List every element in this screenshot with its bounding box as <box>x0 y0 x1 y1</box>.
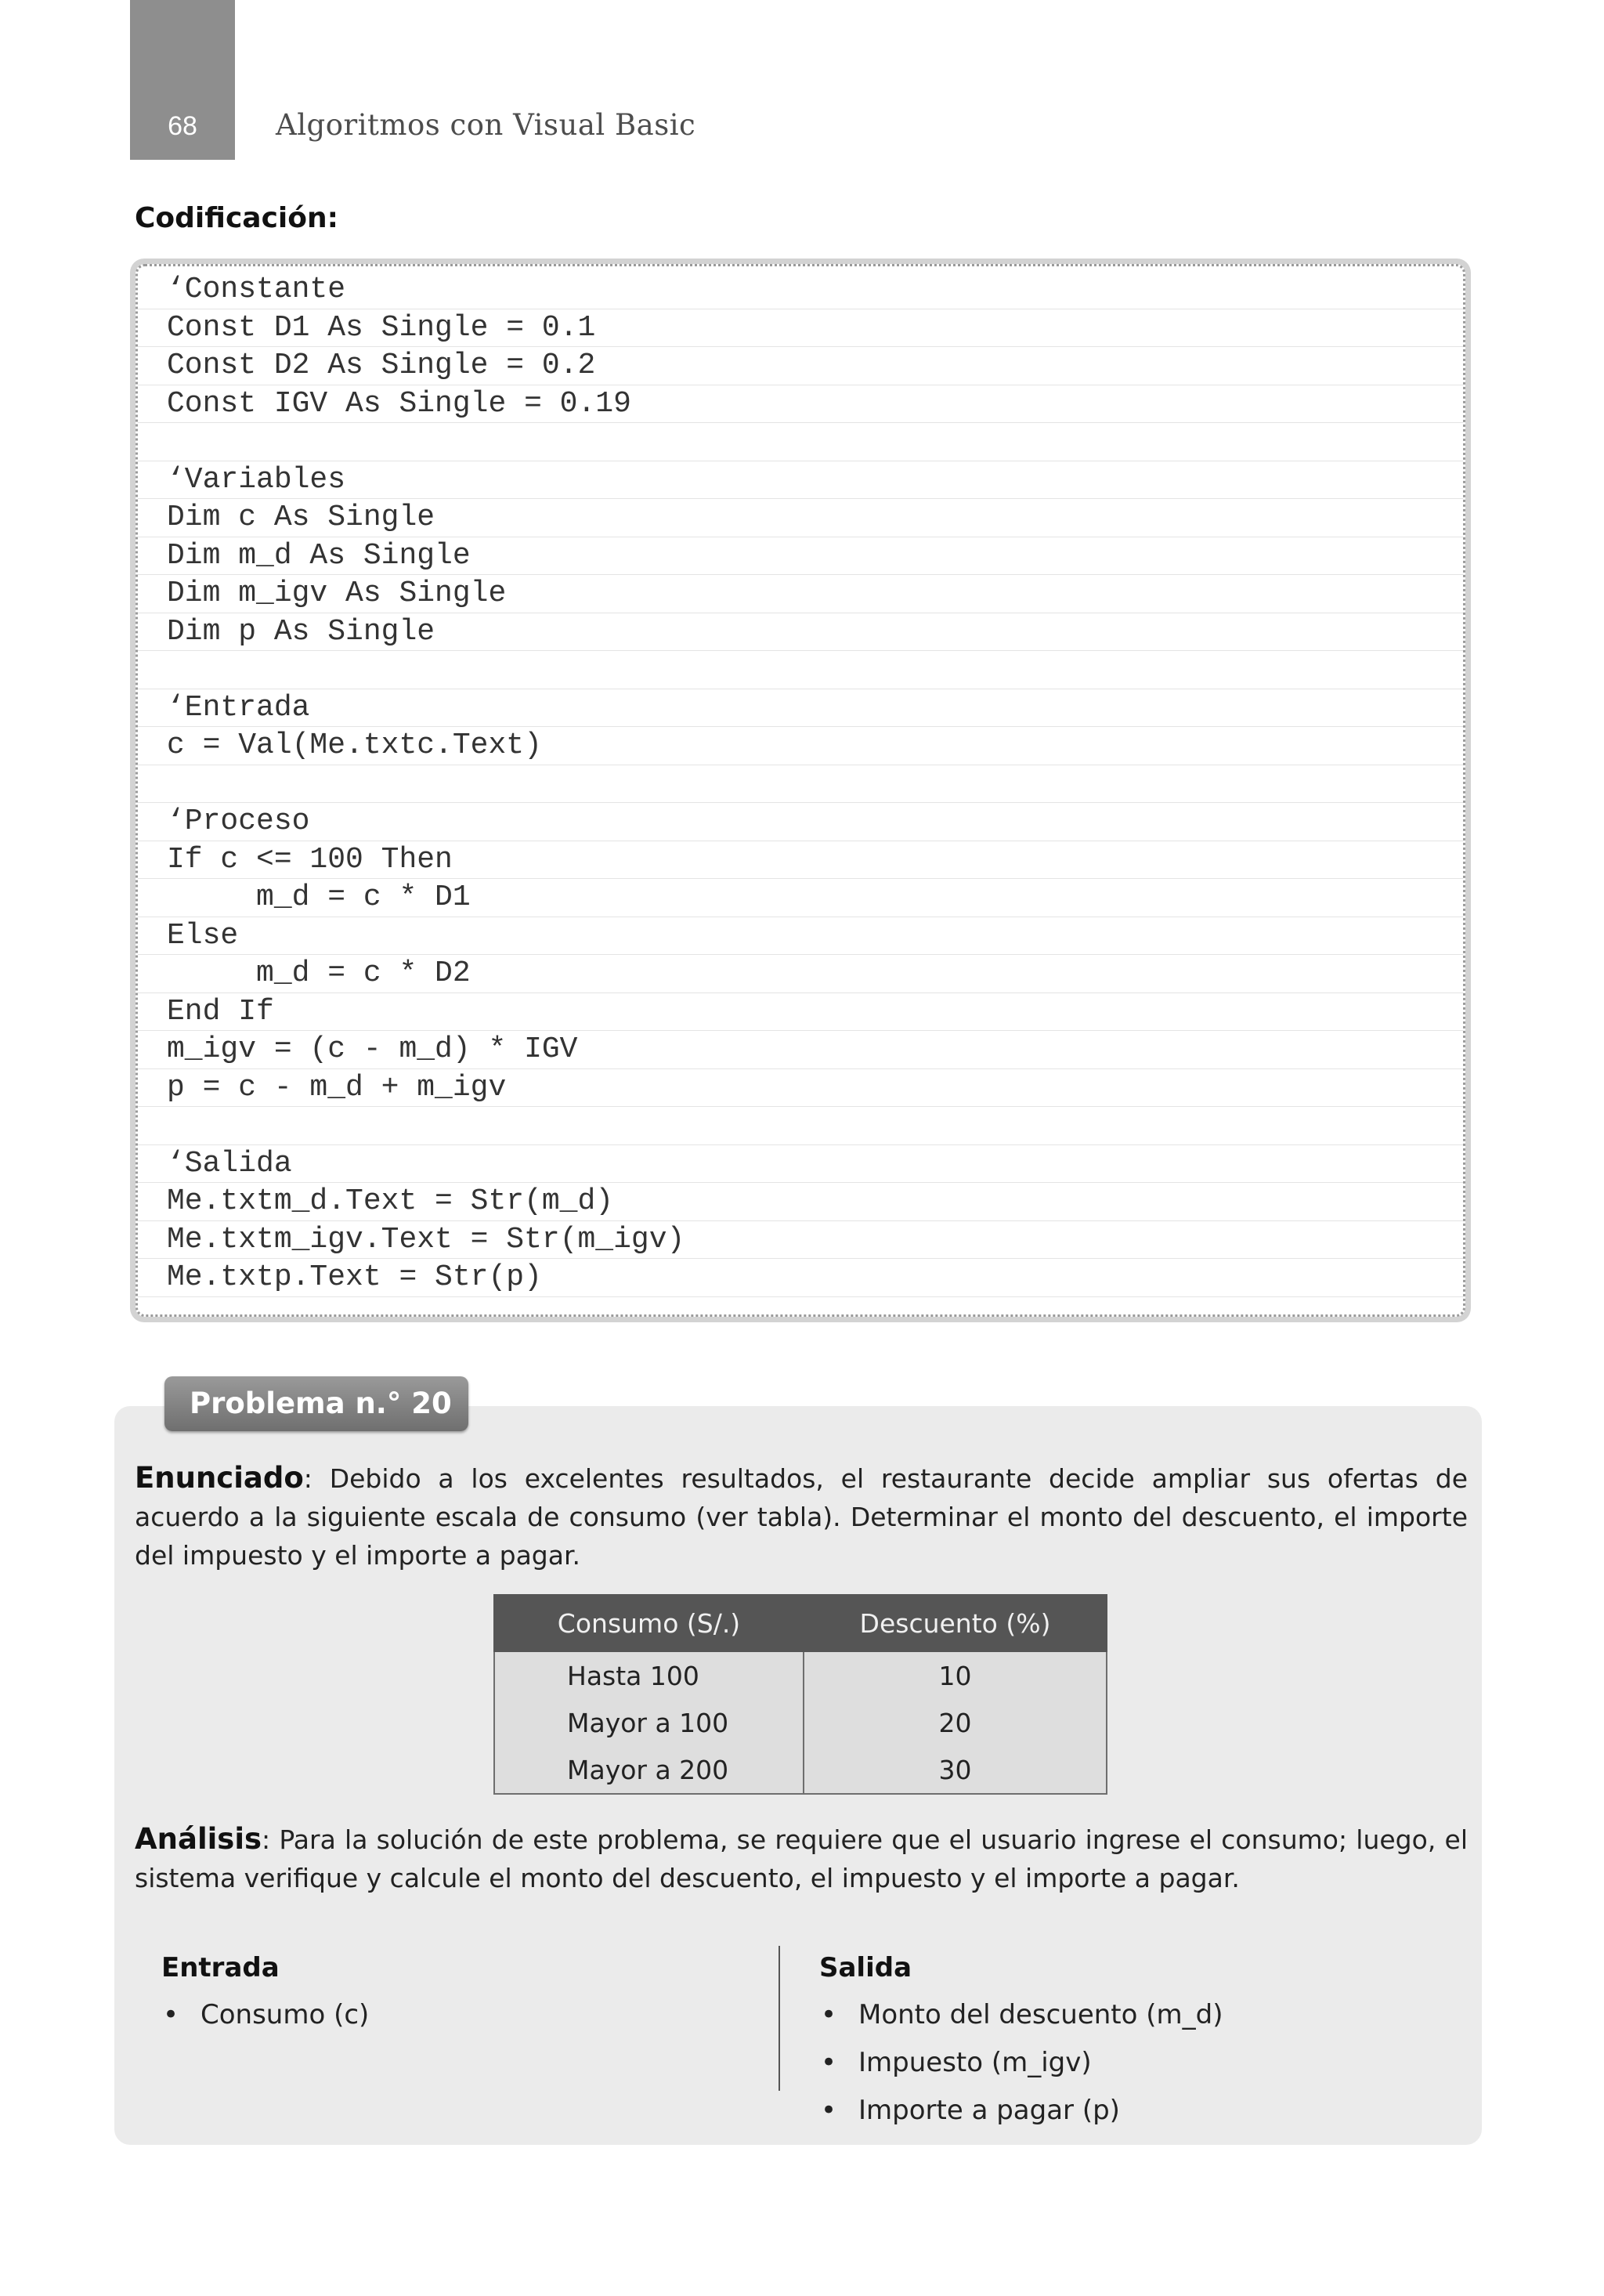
table-row <box>494 1699 1107 1746</box>
table-cell-consumo: Hasta 100 <box>494 1651 804 1699</box>
table-cell-descuento: 30 <box>804 1746 1107 1794</box>
code-line: Dim c As Single <box>138 499 1463 537</box>
table-row <box>494 1746 1107 1794</box>
page-number: 68 <box>168 111 197 141</box>
problem-tab: Problema n.° 20 <box>164 1376 468 1431</box>
enunciado-paragraph <box>135 1459 1468 1575</box>
code-line: Me.txtm_igv.Text = Str(m_igv) <box>138 1221 1463 1260</box>
code-line: Dim m_igv As Single <box>138 575 1463 613</box>
code-line: Const IGV As Single = 0.19 <box>138 385 1463 424</box>
enunciado-text: : Debido a los excelentes resultados, el restaurante decide ampliar sus ofertas de acuerdo a la siguiente escala de consumo (ver tabla). Determinar el monto del descuento, el importe del impuesto y el importe a pagar. <box>135 1463 1468 1571</box>
code-line: c = Val(Me.txtc.Text) <box>138 727 1463 765</box>
code-line <box>138 765 1463 804</box>
list-item: • Importe a pagar (p) <box>821 2087 1223 2135</box>
code-line: ‘Proceso <box>138 803 1463 841</box>
code-lines <box>138 271 1463 1297</box>
analisis-label: Análisis <box>135 1822 262 1856</box>
code-line: Me.txtm_d.Text = Str(m_d) <box>138 1183 1463 1221</box>
code-line: ‘Salida <box>138 1145 1463 1184</box>
table-cell-consumo: Mayor a 200 <box>494 1746 804 1794</box>
salida-heading: Salida <box>819 1952 912 1983</box>
code-line: End If <box>138 993 1463 1032</box>
salida-list <box>821 1991 1223 2135</box>
list-item: • Monto del descuento (m_d) <box>821 1991 1223 2039</box>
table-cell-descuento: 20 <box>804 1699 1107 1746</box>
entrada-list <box>163 1991 369 2039</box>
list-item: • Impuesto (m_igv) <box>821 2039 1223 2087</box>
running-title: Algoritmos con Visual Basic <box>276 108 696 142</box>
code-line <box>138 423 1463 461</box>
code-line <box>138 1107 1463 1145</box>
table-row <box>494 1651 1107 1699</box>
code-line: Const D2 As Single = 0.2 <box>138 347 1463 385</box>
analisis-text: : Para la solución de este problema, se requiere que el usuario ingrese el consumo; luego, el sistema verifique y calcule el monto del descuento, el impuesto y el importe a pagar. <box>135 1824 1468 1893</box>
code-line: ‘Variables <box>138 461 1463 500</box>
code-line: Else <box>138 917 1463 956</box>
table-header-row <box>494 1595 1107 1651</box>
column-divider <box>779 1946 780 2091</box>
list-item: • Consumo (c) <box>163 1991 369 2039</box>
analisis-paragraph <box>135 1820 1468 1897</box>
code-line: If c <= 100 Then <box>138 841 1463 880</box>
code-area <box>135 264 1465 1317</box>
entrada-heading: Entrada <box>161 1952 280 1983</box>
code-line: Me.txtp.Text = Str(p) <box>138 1259 1463 1297</box>
table-cell-descuento: 10 <box>804 1651 1107 1699</box>
consumption-table <box>493 1594 1107 1795</box>
code-line: m_d = c * D1 <box>138 879 1463 917</box>
table-cell-consumo: Mayor a 100 <box>494 1699 804 1746</box>
enunciado-label: Enunciado <box>135 1461 304 1495</box>
table-header-consumo: Consumo (S/.) <box>494 1595 804 1651</box>
code-line <box>138 651 1463 689</box>
code-line: Dim m_d As Single <box>138 537 1463 576</box>
code-line: m_d = c * D2 <box>138 955 1463 993</box>
code-line: Const D1 As Single = 0.1 <box>138 309 1463 348</box>
code-line: m_igv = (c - m_d) * IGV <box>138 1031 1463 1069</box>
code-box <box>130 259 1471 1322</box>
section-heading-codificacion: Codificación: <box>135 202 339 234</box>
code-line: ‘Constante <box>138 271 1463 309</box>
table-header-descuento: Descuento (%) <box>804 1595 1107 1651</box>
code-line: Dim p As Single <box>138 613 1463 652</box>
code-line: p = c - m_d + m_igv <box>138 1069 1463 1108</box>
code-line: ‘Entrada <box>138 689 1463 728</box>
